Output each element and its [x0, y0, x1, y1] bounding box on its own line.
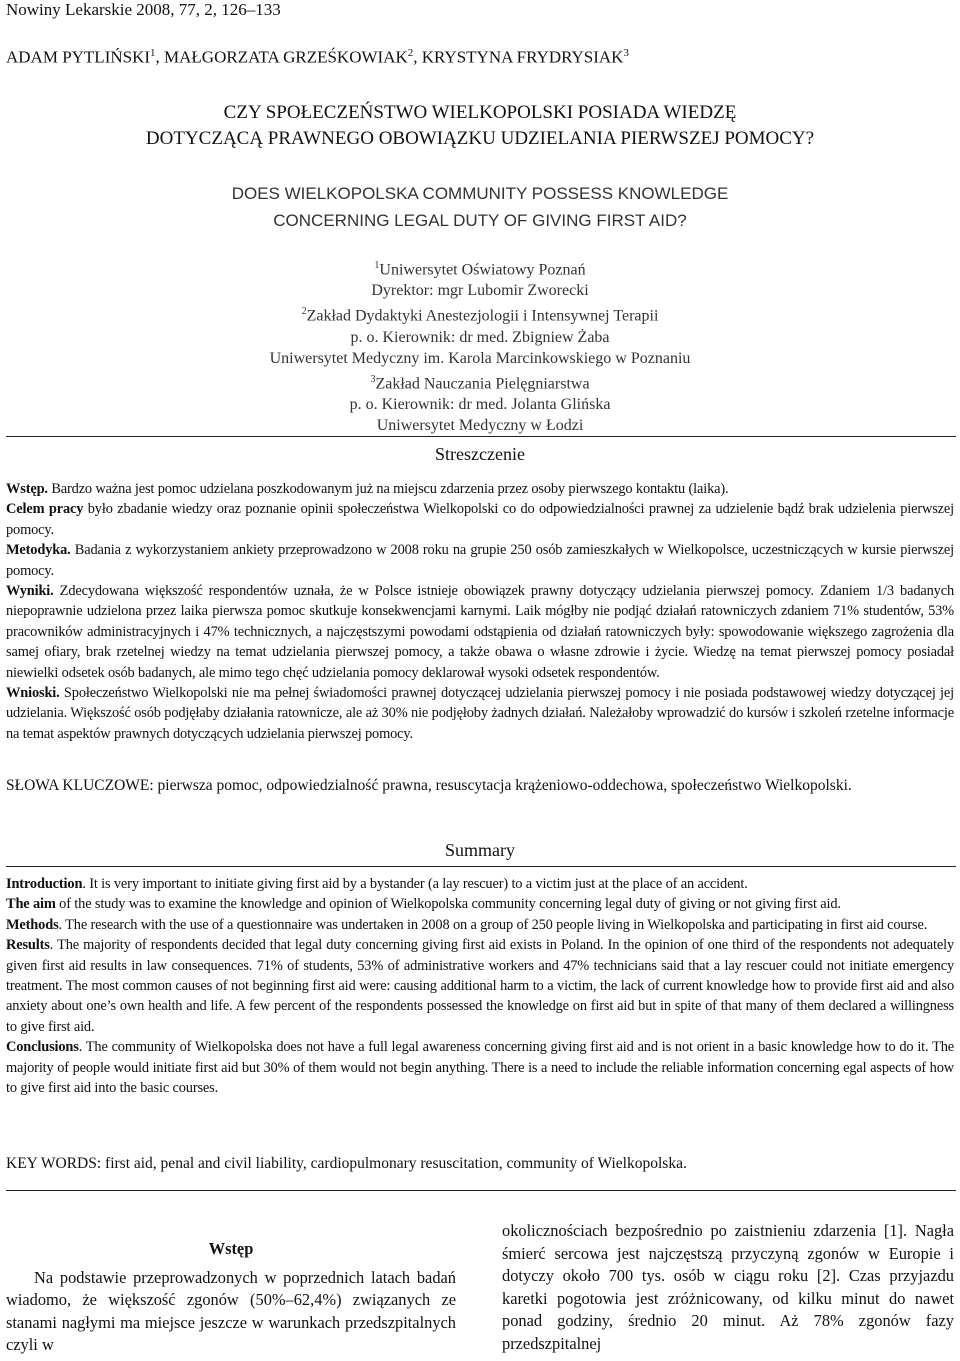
title-polish — [0, 100, 960, 152]
paragraph-label: Metodyka. — [6, 542, 71, 559]
paragraph-label: The aim — [6, 896, 56, 913]
title-english-line: DOES WIELKOPOLSKA COMMUNITY POSSESS KNOWLEDGE — [231, 184, 729, 203]
affiliation-sup: 2 — [301, 306, 307, 318]
affiliation-line: p. o. Kierownik: dr med. Zbigniew Żaba — [350, 328, 610, 346]
abstract-paragraph — [6, 874, 954, 894]
abstract-paragraph — [6, 935, 954, 1037]
author-list: ADAM PYTLIŃSKI$^1$, MAŁGORZATA GRZEŚKOWIAK$^2$, KRYSTYNA FRYDRYSIAK$^3$ — [6, 47, 629, 67]
affiliation-name: Zakład Dydaktyki Anestezjologii i Intensywnej Terapii — [306, 307, 659, 325]
abstract-paragraph — [6, 479, 954, 499]
paragraph-text: . The majority of respondents decided that legal duty concerning giving first aid exists in Poland. In the opinion of one third of the respondents not adequately given first aid results in law consequences. 71% of students, 53% of administrative workers and 47% technicians said that a lay rescuer could not initiate emergency treatment. The most common causes of not beginning first aid were: causing additional harm to a victim, the lack of current knowledge how to provide first aid and also anxiety about one’s own health and life. A few percent of the respondents possessed the knowledge on first aid but in spite of that many of them declared a willingness to give first aid. — [6, 937, 954, 1035]
journal-reference: Nowiny Lekarskie 2008, 77, 2, 126–133 — [6, 0, 281, 19]
affiliation-sup: 3 — [370, 373, 376, 385]
paragraph-label: Results — [6, 937, 50, 954]
paragraph-label: Wyniki. — [6, 583, 54, 600]
divider — [6, 866, 956, 867]
paragraph-text: Badania z wykorzystaniem ankiety przeprowadzono w 2008 roku na grupie 250 osób zamieszkałych w Wielkopolsce, uczestniczących w kursie pierwszej pomocy. — [6, 542, 954, 579]
abstract-en — [6, 874, 954, 1098]
body-paragraph: Na podstawie przeprowadzonych w poprzednich latach badań wiadomo, że większość zgonów (50%–62,4%) związanych ze stanami nagłymi ma miejsce jeszcze w warunkach przedszpitalnych czyli w — [6, 1267, 456, 1355]
affiliation-name: Zakład Nauczania Pielęgniarstwa — [375, 374, 590, 392]
affiliations — [0, 255, 960, 436]
author-name: MAŁGORZATA GRZEŚKOWIAK — [164, 47, 408, 67]
paragraph-label: Introduction — [6, 876, 83, 892]
paragraph-label: Methods — [6, 916, 59, 933]
affiliation-line — [0, 255, 960, 280]
paragraph-text: Społeczeństwo Wielkopolski nie ma pełnej świadomości prawnej dotyczącej udzielania pierwszej pomocy i nie posiada podstawowej wiedzy dotyczącej jej udzielania. Większość osób podjęłaby działania ratownicze, ale aż 30% nie podjęłoby żadnych działań. Należałoby wprowadzić do kursów i szkoleń rzetelne informacje na temat aspektów prawnych dotyczących udzielania pierwszej pomocy. — [6, 685, 954, 742]
author-affiliation-sup: 3 — [623, 47, 629, 59]
abstract-paragraph — [6, 683, 954, 744]
abstract-heading-pl: Streszczenie — [435, 444, 525, 464]
divider — [6, 1190, 956, 1191]
paragraph-text: Bardzo ważna jest pomoc udzielana poszkodowanym już na miejscu zdarzenia przez osoby pierwszego kontaktu (laika). — [47, 481, 729, 497]
paragraph-text: Zdecydowana większość respondentów uznała, że w Polsce istnieje obowiązek prawny dotyczący udzielania pierwszej pomocy. Zdaniem 1/3 badanych niepoprawnie udzielona przez laika pierwsza pomoc skutkuje konsekwencjami karnymi. Laik mógłby nie podjąć działań ratowniczych zdaniem 71% studentów, 53% pracowników administracyjnych i 47% technicznych, a najczęstszymi powodami odstąpienia od działań ratowniczych były: spowodowanie większego zagrożenia dla samej ofiary, brak rzetelnej wiedzy na temat udzielania pierwszej pomocy, a także obawa o własne zdrowie i życie. Wiedzę na temat pierwszej pomocy posiadał niewielki odsetek osób badanych, ale mimo tego chęć udzielania pomocy deklarował wysoki odsetek respondentów. — [6, 583, 954, 681]
body-paragraph: okolicznościach bezpośrednio po zaistnieniu zdarzenia [1]. Nagła śmierć sercowa jest najczęstszą przyczyną zgonów w Europie i dotyczy około 700 tys. osób w ciągu roku [2]. Czas przyjazdu karetki pogotowia jest zróżnicowany, od kilku minut do nawet ponad godziny, średnio 20 minut. Aż 78% zgonów fazy przedszpitalnej — [502, 1221, 954, 1353]
paragraph-text: . The community of Wielkopolska does not have a full legal awareness concerning giving first aid and is not orient in a basic knowledge how to do it. The majority of people would initiate first aid but 30% of them would not begin anything. There is a need to include the reliable information concerning egal aspects of how to give first aid into the basic courses. — [6, 1039, 954, 1097]
affiliation-line — [0, 369, 960, 394]
paragraph-label: Celem pracy — [6, 501, 84, 518]
abstract-paragraph — [6, 1037, 954, 1098]
author-name: KRYSTYNA FRYDRYSIAK — [421, 47, 624, 67]
paragraph-label: Wstęp. — [6, 481, 48, 497]
author-name: ADAM PYTLIŃSKI — [6, 47, 151, 67]
title-english — [0, 180, 960, 234]
abstract-pl — [6, 479, 954, 744]
abstract-paragraph — [6, 540, 954, 581]
keywords-en: KEY WORDS: first aid, penal and civil liability, cardiopulmonary resuscitation, community of Wielkopolska. — [6, 1155, 687, 1172]
abstract-paragraph — [6, 915, 954, 935]
affiliation-line — [0, 301, 960, 326]
abstract-paragraph — [6, 499, 954, 540]
abstract-paragraph — [6, 581, 954, 683]
title-english-line: CONCERNING LEGAL DUTY OF GIVING FIRST AID? — [273, 211, 687, 230]
divider — [6, 436, 956, 437]
affiliation-line: Dyrektor: mgr Lubomir Zworecki — [371, 282, 589, 300]
author-affiliation-sup: 2 — [407, 47, 414, 59]
title-polish-line: DOTYCZĄCĄ PRAWNEGO OBOWIĄZKU UDZIELANIA PIERWSZEJ POMOCY? — [145, 128, 815, 149]
paragraph-label: Wnioski. — [6, 685, 60, 702]
affiliation-name: Uniwersytet Oświatowy Poznań — [379, 261, 586, 279]
affiliation-line: Uniwersytet Medyczny w Łodzi — [376, 416, 584, 434]
paragraph-text: . The research with the use of a questionnaire was undertaken in 2008 on a group of 250 people living in Wielkopolska and participating in first aid course. — [58, 916, 928, 933]
affiliation-line: p. o. Kierownik: dr med. Jolanta Glińska — [349, 395, 611, 413]
author-affiliation-sup: 1 — [150, 47, 156, 59]
body-column-left — [6, 1238, 456, 1357]
paragraph-label: Conclusions — [6, 1039, 79, 1056]
paragraph-text: of the study was to examine the knowledge and opinion of Wielkopolska community concerning legal duty of giving or not giving first aid. — [55, 896, 841, 913]
keywords-pl: SŁOWA KLUCZOWE: pierwsza pomoc, odpowiedzialność prawna, resuscytacja krążeniowo-oddechowa, społeczeństwo Wielkopolski. — [6, 777, 852, 794]
abstract-heading-en: Summary — [445, 840, 515, 860]
affiliation-line: Uniwersytet Medyczny im. Karola Marcinkowskiego w Poznaniu — [269, 349, 691, 367]
paragraph-text: było zbadanie wiedzy oraz poznanie opinii społeczeństwa Wielkopolski co do odpowiedzialności prawnej za udzielenie bądź brak udzielenia pierwszej pomocy. — [6, 501, 954, 538]
body-column-right — [502, 1220, 954, 1356]
section-heading: Wstęp — [208, 1239, 254, 1258]
abstract-paragraph — [6, 894, 954, 914]
title-polish-line: CZY SPOŁECZEŃSTWO WIELKOPOLSKI POSIADA WIEDZĘ — [223, 102, 737, 123]
paragraph-text: . It is very important to initiate giving first aid by a bystander (a lay rescuer) to a victim just at the place of an accident. — [82, 876, 748, 892]
affiliation-sup: 1 — [374, 260, 380, 271]
